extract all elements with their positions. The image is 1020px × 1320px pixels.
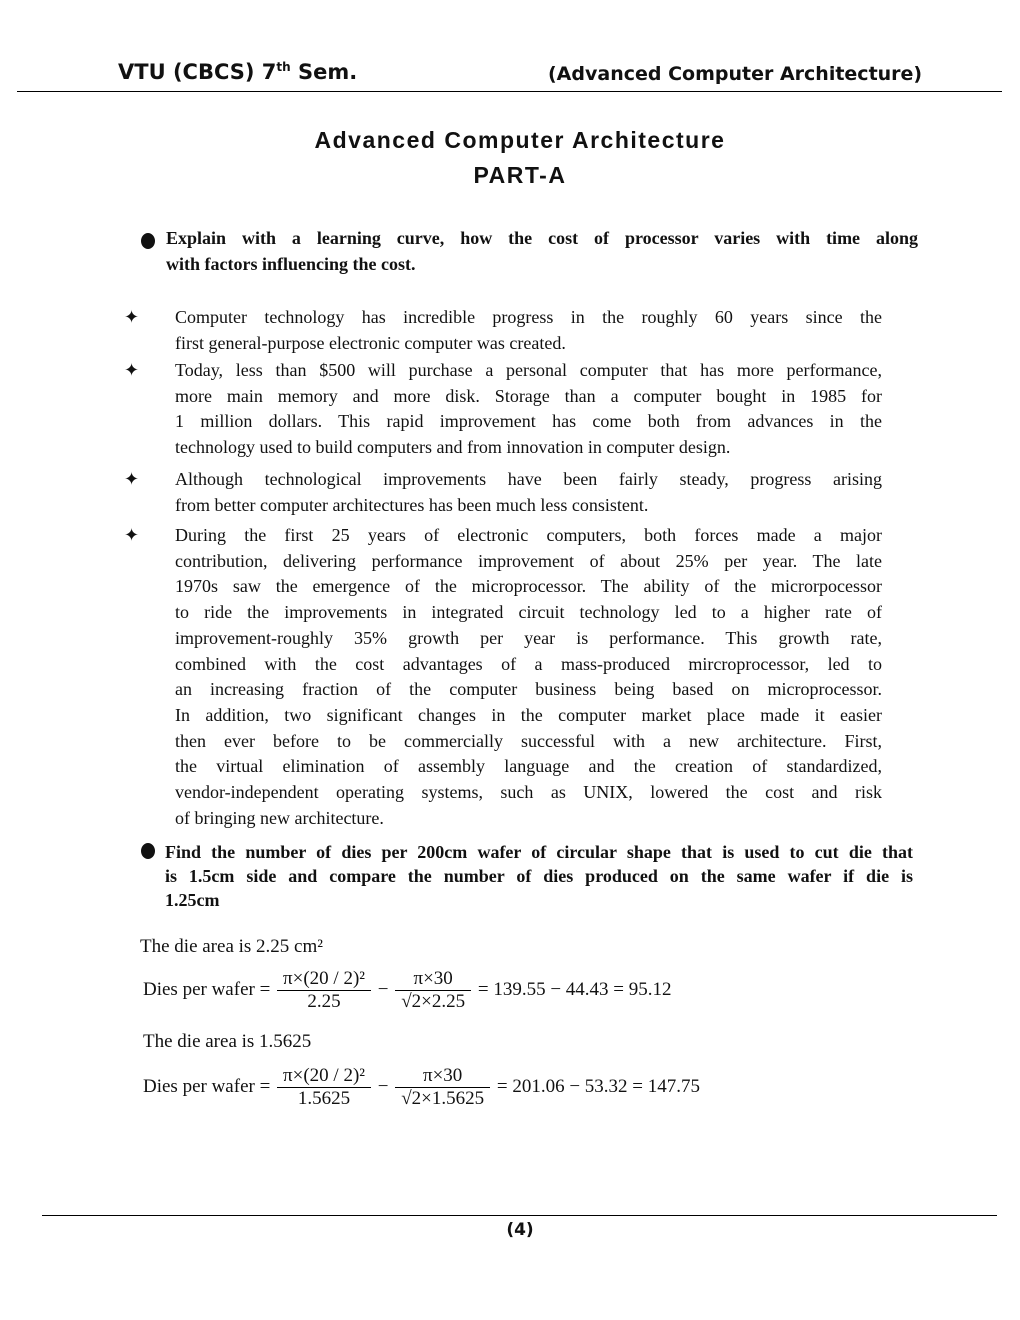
bullet-star-icon: ✦ [124,360,140,381]
page-subtitle: PART-A [473,162,567,188]
bullet-line: an increasing fraction of the computer business being based on microprocessor. [175,679,882,700]
question-1-line: Explain with a learning curve, how the cost of processor varies with time along [166,228,918,248]
question-2-line: 1.25cm [165,890,220,910]
bullet-line: to ride the improvements in integrated circuit technology led to a higher rate of [175,602,882,623]
footer-rule [42,1215,997,1216]
bullet-dot-icon [141,233,155,249]
bullet-line: In addition, two significant changes in the computer market place made it easier [175,704,882,725]
bullet-line: Although technological improvements have been fairly steady, progress arising [175,469,882,489]
bullet-line: more main memory and more disk. Storage than a computer bought in 1985 for [175,385,882,406]
bullet-line: then ever before to be commercially successful with a new architecture. First, [175,730,882,751]
header-rule [17,91,1002,92]
header-right: (Advanced Computer Architecture) [548,63,923,85]
bullet-line: 1970s saw the emergence of the microprocessor. The ability of the microrpocessor [175,576,882,597]
bullet-line: During the first 25 years of electronic computers, both forces made a major [175,525,882,545]
bullet-line: improvement-roughly 35% growth per year is performance. This growth rate, [175,627,882,648]
bullet-dot-icon [141,843,155,859]
bullet-line: from better computer architectures has been much less consistent. [175,494,649,515]
question-1-line: with factors influencing the cost. [166,253,416,274]
bullet-line: Computer technology has incredible progress in the roughly 60 years since the [175,307,882,327]
bullet-star-icon: ✦ [124,307,140,328]
bullet-line: 1 million dollars. This rapid improvement has come both from advances in the [175,411,882,432]
page-number: (4) [506,1220,534,1240]
die-area-1: The die area is 2.25 cm² [140,936,323,957]
die-area-2: The die area is 1.5625 [143,1031,312,1052]
question-2-line: is 1.5cm side and compare the number of dies produced on the same wafer if die is [165,866,913,886]
bullet-star-icon: ✦ [124,525,140,546]
bullet-line: technology used to build computers and from innovation in computer design. [175,437,731,458]
bullet-line: of bringing new architecture. [175,807,384,828]
header-left: VTU (CBCS) 7th Sem. [118,60,358,84]
bullet-line: the virtual elimination of assembly language and the creation of standardized, [175,756,882,777]
question-2-line: Find the number of dies per 200cm wafer of circular shape that is used to cut die that [165,842,913,862]
bullet-line: vendor-independent operating systems, such as UNIX, lowered the cost and risk [175,782,882,802]
equation-2: Dies per wafer = $\frac{\text{π×(20 / 2)²}}{1.5625}$ − $\frac{\pi\times 30}{√2\times 1.5625}$ = 201.06 − 53.32 = 147.75 [143,1065,701,1109]
equation-1: Dies per wafer = $\frac{\text{π×(20 / 2)²}}{2.25}$ − $\frac{\pi\times 30}{√2\times 2.25}$ = 139.55 − 44.43 = 95.12 [143,968,672,1012]
bullet-line: first general-purpose electronic computer was created. [175,332,566,353]
bullet-star-icon: ✦ [124,469,140,490]
bullet-line: Today, less than $500 will purchase a personal computer that has more performance, [175,360,882,380]
page-title: Advanced Computer Architecture [314,127,726,153]
bullet-line: contribution, delivering performance improvement of about 25% per year. The late [175,550,882,571]
bullet-line: combined with the cost advantages of a mass-produced mircroprocessor, led to [175,653,882,674]
